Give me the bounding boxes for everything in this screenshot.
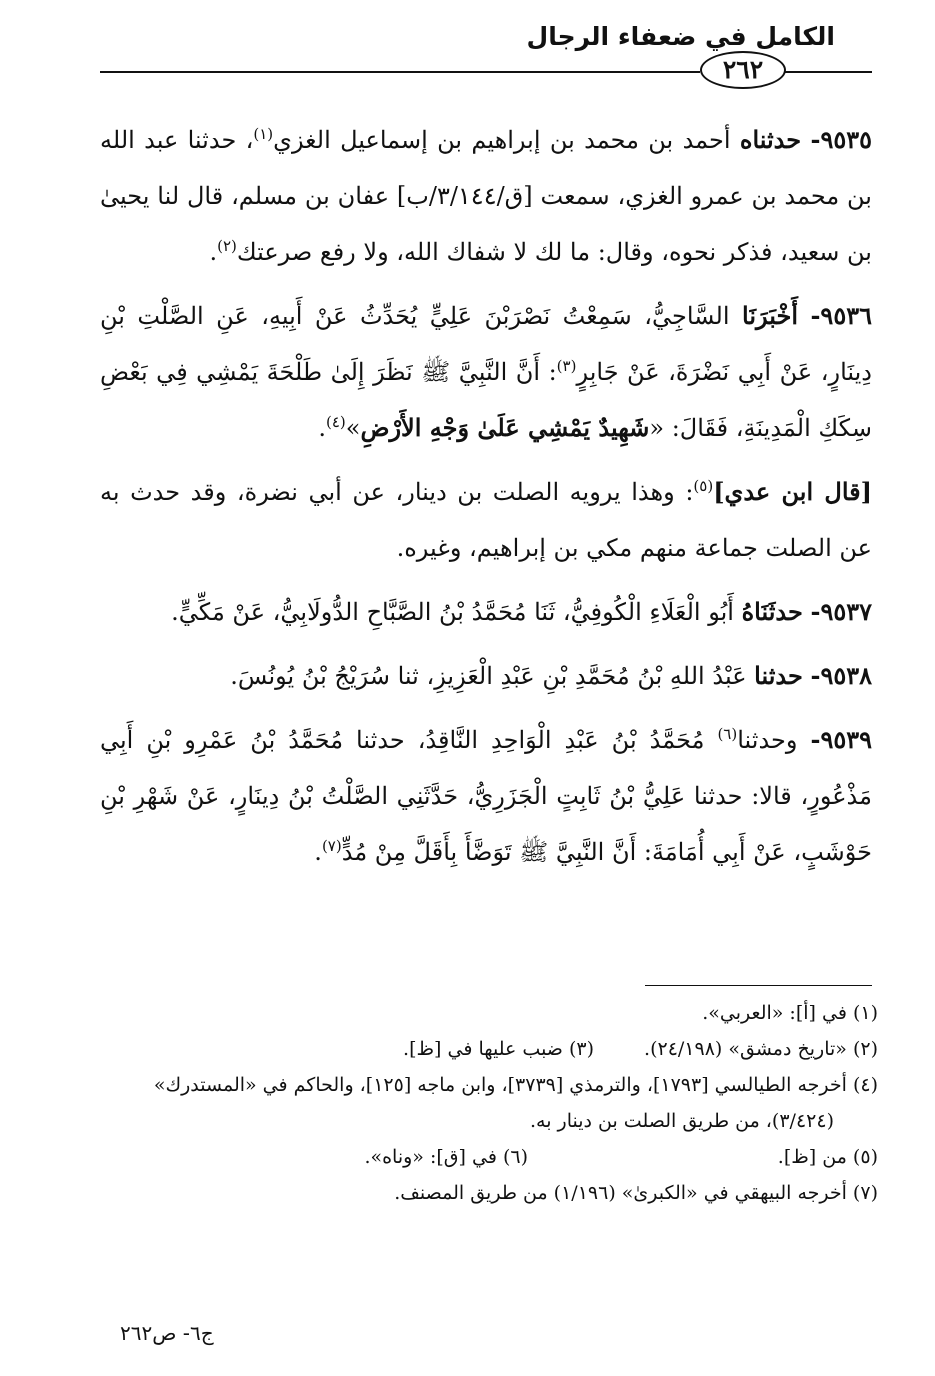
entry-9537 — [100, 584, 872, 640]
entry-end: . — [209, 238, 218, 266]
footnote-6: (٦) في [ق]: «وناه». — [364, 1146, 528, 1168]
footnote-4: (٤) أخرجه الطيالسي [١٧٩٣]، والترمذي [٣٧٣٩]، وابن ماجه [١٢٥]، والحاكم في «المستدرك» — [153, 1074, 878, 1096]
footnote-ref: (٦) — [717, 725, 738, 743]
entry-text: عَبْدُ اللهِ بْنُ مُحَمَّدِ بْنِ عَبْدِ الْعَزِيزِ، ثنا سُرَيْجُ بْنُ يُونُسَ. — [230, 662, 755, 690]
entry-lead: حدثَنَاهُ — [741, 597, 803, 626]
entry-number: ٩٥٣٨- — [810, 661, 872, 690]
footnote-1: (١) في [أ]: «العربي». — [702, 1002, 878, 1024]
entry-end: . — [318, 414, 326, 442]
entry-text: وحدثنا — [737, 726, 811, 754]
running-header-title: الكامل في ضعفاء الرجال — [526, 22, 835, 51]
footnote-ref: (٣) — [556, 357, 577, 375]
entry-9539 — [100, 712, 872, 880]
entry-lead: أَخْبَرَنَا — [742, 301, 798, 330]
entry-text: مُحَمَّدُ بْنُ عَبْدِ الْوَاحِدِ النَّاقِدُ، حدثنا مُحَمَّدُ بْنُ عَمْرِو بْنِ أَبِي مَذْعُورٍ، قالا: حدثنا عَلِيُّ بْنُ ثَابِتٍ الْجَزَرِيُّ، حَدَّثَنِي الصَّلْتُ بْنُ دِينَارٍ، عَنْ شَهْرِ بْنِ حَوْشَبٍ، عَنْ أَبِي أُمَامَةَ: أَنَّ النَّبِيَّ ﷺ تَوَضَّأَ بِأَقَلَّ مِنْ مُدٍّ — [100, 726, 872, 866]
page-number: ٢٦٢ — [700, 51, 786, 89]
footnote-7: (٧) أخرجه البيهقي في «الكبرىٰ» (١/١٩٦) من طريق المصنف. — [394, 1182, 878, 1204]
entry-text: أَبُو الْعَلَاءِ الْكُوفِيُّ، ثَنَا مُحَمَّدُ بْنُ الصَّبَّاحِ الدُّولَابِيُّ، عَنْ مَكِّيٍّ. — [171, 598, 742, 626]
header-rule — [785, 71, 872, 73]
entry-number: ٩٥٣٧- — [810, 597, 872, 626]
entry-lead: حدثناه — [739, 125, 802, 154]
entry-text: : أَنَّ النَّبِيَّ ﷺ نَظَرَ إِلَىٰ طَلْحَةَ يَمْشِي فِي بَعْضِ سِكَكِ الْمَدِينَةِ، فَقَالَ: « — [100, 358, 872, 442]
footnote-row — [100, 1142, 878, 1173]
footnote-ref: (٢) — [217, 237, 237, 255]
hadith-text: شَهِيدٌ يَمْشِي عَلَىٰ وَجْهِ الأَرْضِ — [360, 413, 650, 442]
footnote-row — [100, 1034, 878, 1065]
header-rule — [100, 71, 700, 73]
entry-text: ، حدثنا عبد الله بن محمد بن عمرو الغزي، سمعت [ق/٣/١٤٤/ب] عفان بن مسلم، قال لنا يحيىٰ بن سعيد، فذكر نحوه، وقال: ما لك لا شفاك الله، ولا رفع صرعتك — [100, 126, 872, 266]
entry-lead: حدثنا — [754, 661, 803, 690]
footnote-2: (٢) «تاريخ دمشق» (٢٤/١٩٨). — [644, 1038, 878, 1060]
footnotes — [100, 998, 878, 1214]
entry-text: » — [345, 414, 361, 442]
entry-text: السَّاجِيُّ، سَمِعْتُ نَصْرَبْنَ عَلِيٍّ يُحَدِّثُ عَنْ أَبِيهِ، عَنِ الصَّلْتِ بْنِ دِينَارٍ، عَنْ أَبِي نَضْرَةَ، عَنْ جَابِرٍ — [100, 302, 872, 386]
footnote-5: (٥) من [ظ]. — [777, 1146, 878, 1168]
entry-text: أحمد بن محمد بن إبراهيم بن إسماعيل الغزي — [273, 126, 740, 154]
entry-text: : وهذا يرويه الصلت بن دينار، عن أبي نضرة، وقد حدث به عن الصلت جماعة منهم مكي بن إبراهيم، وغيره. — [100, 478, 872, 562]
ibn-adi-comment — [100, 464, 872, 576]
footnote-3: (٣) ضبب عليها في [ظ]. — [403, 1038, 595, 1060]
entry-number: ٩٥٣٥- — [810, 125, 872, 154]
entry-number: ٩٥٣٩- — [810, 725, 872, 754]
entry-end: . — [314, 838, 322, 866]
page-footer-reference: ج٦- ص٢٦٢ — [120, 1321, 214, 1345]
entry-9538 — [100, 648, 872, 704]
footnote-ref: (٥) — [693, 477, 714, 495]
footnote-4-continued: (٣/٤٢٤)، من طريق الصلت بن دينار به. — [529, 1110, 834, 1132]
footnote-ref: (٤) — [325, 413, 346, 431]
footnote-ref: (٧) — [321, 837, 342, 855]
footnote-separator — [645, 985, 872, 986]
entry-lead: [قال ابن عدي] — [713, 477, 872, 506]
main-text — [100, 112, 872, 888]
entry-9535 — [100, 112, 872, 280]
footnote-ref: (١) — [253, 125, 274, 143]
entry-9536 — [100, 288, 872, 456]
entry-number: ٩٥٣٦- — [810, 301, 872, 330]
